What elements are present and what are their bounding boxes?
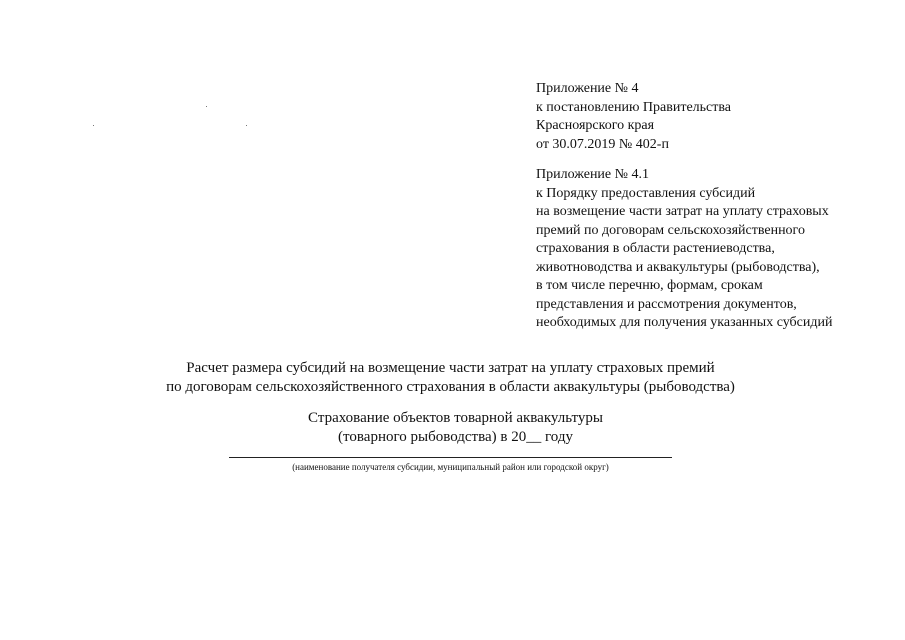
appendix-4-1-line-2: к Порядку предоставления субсидий: [536, 185, 756, 201]
scan-speck: [93, 125, 94, 126]
recipient-name-underline: [229, 457, 672, 458]
appendix-4-1-line-5: страхования в области растениеводства,: [536, 241, 775, 256]
calculation-title: [0, 359, 903, 396]
appendix-4-1-line-3: на возмещение части затрат на уплату страховых: [536, 204, 829, 219]
calculation-title-line-2: по договорам сельскохозяйственного страхования в области аквакультуры (рыбоводства): [166, 378, 735, 395]
appendix-4-header: [536, 80, 731, 154]
appendix-4-line-2: к постановлению Правительства: [536, 99, 732, 115]
appendix-4-1-line-1: Приложение № 4.1: [536, 167, 649, 182]
insurance-subtitle: [3, 409, 905, 446]
appendix-4-1-line-9: необходимых для получения указанных субсидий: [536, 315, 833, 330]
insurance-subtitle-line-2: (товарного рыбоводства) в 20__ году: [338, 428, 573, 445]
scan-speck: [246, 125, 247, 126]
appendix-4-1-line-7: в том числе перечню, формам, срокам: [536, 278, 763, 293]
appendix-4-line-1: Приложение № 4: [536, 81, 639, 96]
appendix-4-1-line-8: представления и рассмотрения документов,: [536, 296, 797, 312]
appendix-4-1-line-4: премий по договорам сельскохозяйственного: [536, 222, 805, 238]
appendix-4-1-line-6: животноводства и аквакультуры (рыбоводства),: [536, 259, 820, 275]
appendix-4-line-3: Красноярского края: [536, 118, 655, 133]
appendix-4-line-4: от 30.07.2019 № 402-п: [536, 136, 669, 152]
recipient-name-caption: (наименование получателя субсидии, муниципальный район или городской округ): [292, 462, 609, 472]
insurance-subtitle-line-1: Страхование объектов товарной аквакультуры: [308, 410, 603, 426]
appendix-4-1-header: [536, 166, 832, 333]
calculation-title-line-1: Расчет размера субсидий на возмещение части затрат на уплату страховых премий: [186, 360, 715, 376]
scan-speck: [206, 106, 207, 107]
